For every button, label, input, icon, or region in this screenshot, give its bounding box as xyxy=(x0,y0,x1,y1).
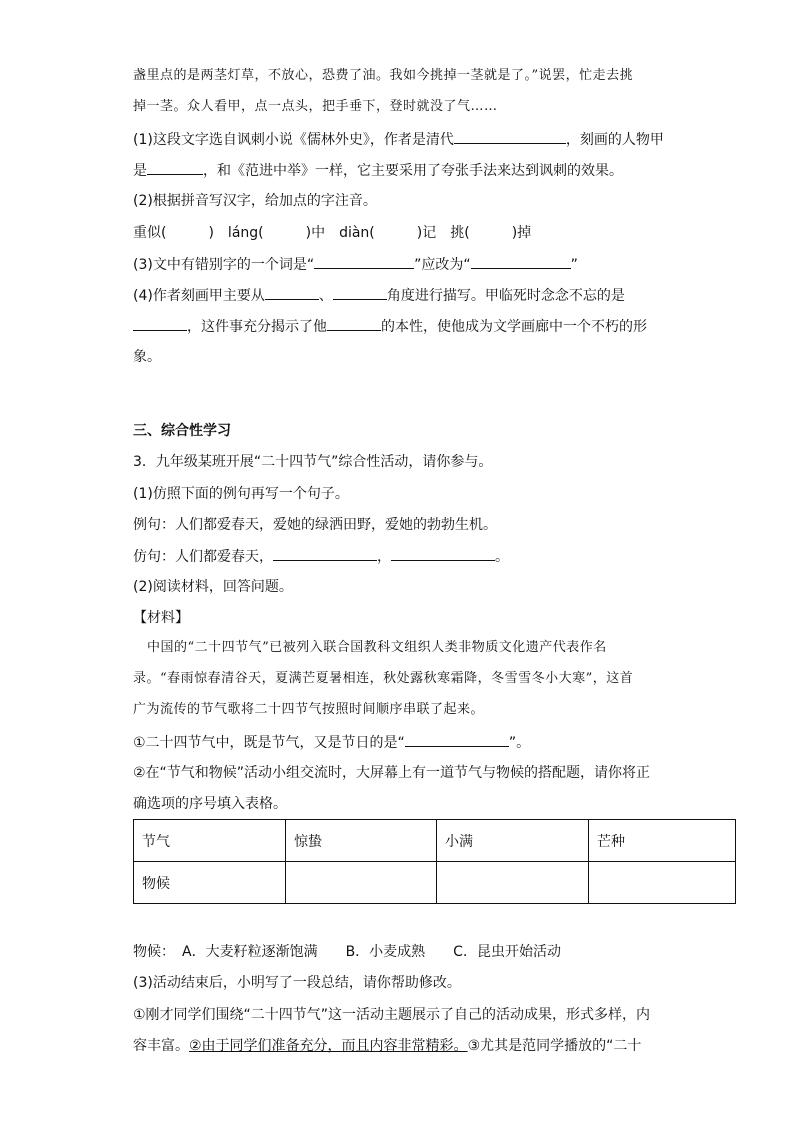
answer-blank-nature[interactable] xyxy=(327,316,381,331)
answer-blank-angle-2[interactable] xyxy=(333,285,387,300)
answer-blank-correction[interactable] xyxy=(471,254,571,269)
circled-question-1: ①二十四节气中，既是节气，又是节日的是“ ”。 xyxy=(133,732,530,753)
table-cell: 芒种 xyxy=(589,820,736,862)
answer-cell[interactable] xyxy=(589,862,736,904)
passage-line-2: 掉一茎。众人看甲，点一点头，把手垂下，登时就没了气…… xyxy=(133,99,498,114)
underlined-sentence: ②由于同学们准备充分，而且内容非常精彩。 xyxy=(189,1038,468,1054)
answer-blank-character[interactable] xyxy=(147,160,203,175)
question-1-line-b: 是 ，和《范进中举》一样，它主要采用了夸张手法来达到讽刺的效果。 xyxy=(133,160,623,181)
table-cell: 节气 xyxy=(134,820,286,862)
answer-blank-concern[interactable] xyxy=(133,316,187,331)
section-heading: 三、综合性学习 xyxy=(133,423,231,439)
summary-line-2: 容丰富。②由于同学们准备充分，而且内容非常精彩。③尤其是范同学播放的“二十 xyxy=(133,1038,642,1054)
circled-question-2-line-1: ②在“节气和物候”活动小组交流时，大屏幕上有一道节气与物候的搭配题，请你将正 xyxy=(133,765,651,781)
sub-question-3: (3)活动结束后，小明写了一段总结，请你帮助修改。 xyxy=(133,975,461,991)
material-line-2: 录。“春雨惊春清谷天，夏满芒夏暑相连，秋处露秋寒霜降，冬雪雪冬小大寒”，这首 xyxy=(133,671,634,686)
sub-question-2: (2)阅读材料，回答问题。 xyxy=(133,579,293,595)
question-2-stem: (2)根据拼音写汉字，给加点的字注音。 xyxy=(133,193,377,209)
imitation-sentence: 仿句：人们都爱春天， ， 。 xyxy=(133,546,509,567)
table-row xyxy=(134,820,736,862)
passage-line-1: 盏里点的是两茎灯草，不放心，恐费了油。我如今挑掉一茎就是了。”说罢，忙走去挑 xyxy=(133,68,634,83)
material-line-3: 广为流传的节气歌将二十四节气按照时间顺序串联了起来。 xyxy=(133,702,485,717)
answer-blank-wrong-word[interactable] xyxy=(314,254,414,269)
phenology-options: 物候： A．大麦籽粒逐渐饱满 B．小麦成熟 C．昆虫开始活动 xyxy=(133,944,561,960)
answer-blank-angle-1[interactable] xyxy=(265,285,319,300)
question-3: (3)文中有错别字的一个词是“ ”应改为“ ” xyxy=(133,254,578,275)
answer-cell[interactable] xyxy=(437,862,589,904)
question-1-line-a: (1)这段文字选自讽刺小说《儒林外史》，作者是清代 ，刻画的人物甲 xyxy=(133,129,664,150)
answer-blank-imitate-2[interactable] xyxy=(391,546,495,561)
question-2-pinyin: 重似( ) láng( )中 diàn( )记 挑( )掉 xyxy=(133,225,532,241)
answer-blank-imitate-1[interactable] xyxy=(273,546,377,561)
section-intro: 3．九年级某班开展“二十四节气”综合性活动，请你参与。 xyxy=(133,454,493,470)
table-cell: 小满 xyxy=(437,820,589,862)
question-4-line-b: ，这件事充分揭示了他 的本性，使他成为文学画廊中一个不朽的形 xyxy=(133,316,647,337)
answer-cell[interactable] xyxy=(286,862,437,904)
example-sentence: 例句：人们都爱春天，爱她的绿洒田野，爱她的勃勃生机。 xyxy=(133,517,497,533)
question-4-line-a: (4)作者刻画甲主要从 、 角度进行描写。甲临死时念念不忘的是 xyxy=(133,285,625,306)
circled-question-2-line-2: 确选项的序号填入表格。 xyxy=(133,796,287,812)
material-label: 【材料】 xyxy=(133,610,189,626)
solar-terms-table xyxy=(133,819,736,904)
table-cell: 惊蛰 xyxy=(286,820,437,862)
answer-blank-author[interactable] xyxy=(454,129,566,144)
table-cell: 物候 xyxy=(134,862,286,904)
sub-question-1: (1)仿照下面的例句再写一个句子。 xyxy=(133,486,349,502)
material-line-1: 中国的“二十四节气”已被列入联合国教科文组织人类非物质文化遗产代表作名 xyxy=(147,640,607,655)
answer-blank-festival[interactable] xyxy=(405,732,509,747)
question-4-line-c: 象。 xyxy=(133,349,161,365)
table-row xyxy=(134,862,736,904)
summary-line-1: ①刚才同学们围绕“二十四节气”这一活动主题展示了自己的活动成果，形式多样，内 xyxy=(133,1007,651,1023)
